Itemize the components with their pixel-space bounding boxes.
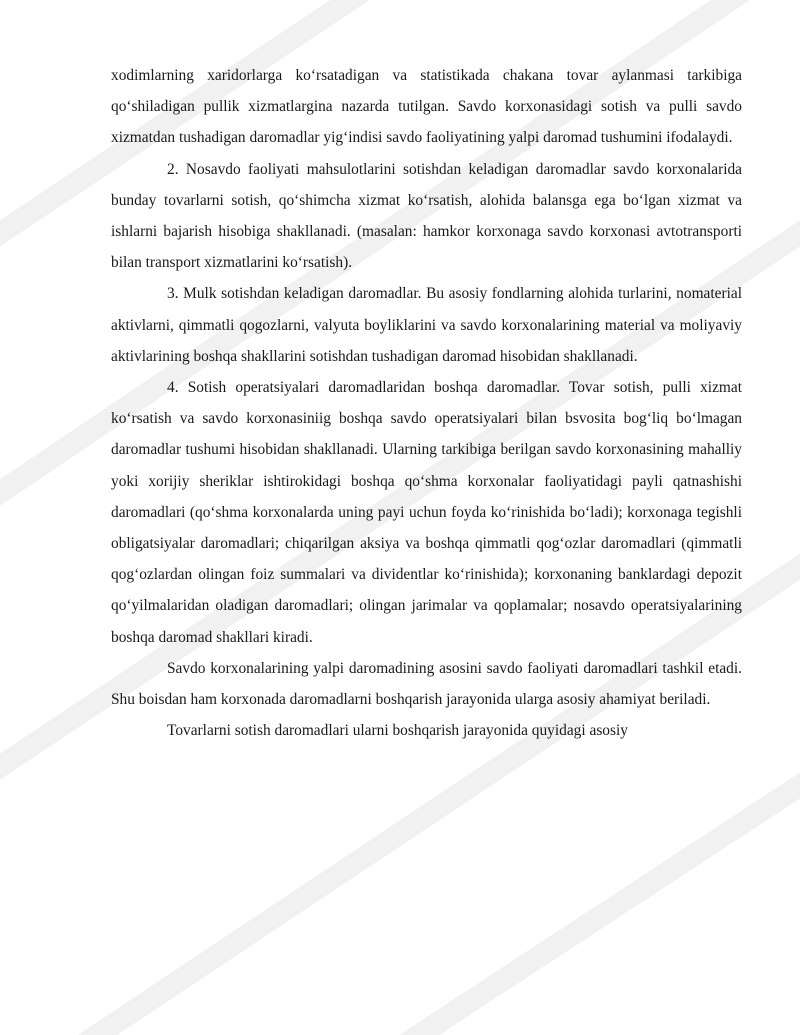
- paragraph-item-2: 2. Nosavdo faoliyati mahsulotlarini sotishdan keladigan daromadlar savdo korxonalarida bunday tovarlarni sotish, qo‘shimcha xizmat ko‘rsatish, alohida balansga ega bo‘lgan xizmat va ishlarni bajarish hisobiga shakllanadi. (masalan: hamkor korxonaga savdo korxonasi avtotransporti bilan transport xizmatlarini ko‘rsatish).: [111, 160, 742, 272]
- document-body: [111, 60, 742, 746]
- paragraph-gross-income: Savdo korxonalarining yalpi daromadining asosini savdo faoliyati daromadlari tashkil etadi. Shu boisdan ham korxonada daromadlarni boshqarish jarayonida ularga asosiy ahamiyat beriladi.: [111, 659, 742, 709]
- paragraph-item-3: 3. Mulk sotishdan keladigan daromadlar. Bu asosiy fondlarning alohida turlarini, nomaterial aktivlarni, qimmatli qogozlarni, valyuta boyliklarini va savdo korxonalarining material va moliyaviy aktivlarining boshqa shakllarini sotishdan tushadigan daromad hisobidan shakllanadi.: [111, 285, 742, 365]
- paragraph-item-4: 4. Sotish operatsiyalari daromadlaridan boshqa daromadlar. Tovar sotish, pulli xizmat ko‘rsatish va savdo korxonasiniig boshqa savdo operatsiyalari bilan bsvosita bog‘liq bo‘lmagan daromadlar tushumi hisobidan shakllanadi. Ularning tarkibiga berilgan savdo korxonasining mahalliy yoki xorijiy sheriklar ishtirokidagi boshqa qo‘shma korxonalar faoliyatidagi payli qatnashishi daromadlari (qo‘shma korxonalarda uning payi uchun foyda ko‘rinishida bo‘ladi); korxonaga tegishli obligatsiyalar daromadlari; chiqarilgan aksiya va boshqa qimmatli qog‘ozlar daromadlari (qimmatli qog‘ozlardan olingan foiz summalari va dividentlar ko‘rinishida); korxonaning banklardagi depozit qo‘yilmalaridan oladigan daromadlari; olingan jarimalar va qoplamalar; nosavdo operatsiyalarining boshqa daromad shakllari kiradi.: [111, 379, 742, 646]
- paragraph-continuation: xodimlarning xaridorlarga ko‘rsatadigan va statistikada chakana tovar aylanmasi tarkibiga qo‘shiladigan pullik xizmatlargina nazarda tutilgan. Savdo korxonasidagi sotish va pulli savdo xizmatdan tushadigan daromadlar yig‘indisi savdo faoliyatining yalpi daromad tushumini ifodalaydi.: [111, 67, 742, 147]
- paragraph-sales-income: Tovarlarni sotish daromadlari ularni boshqarish jarayonida quyidagi asosiy: [167, 722, 628, 740]
